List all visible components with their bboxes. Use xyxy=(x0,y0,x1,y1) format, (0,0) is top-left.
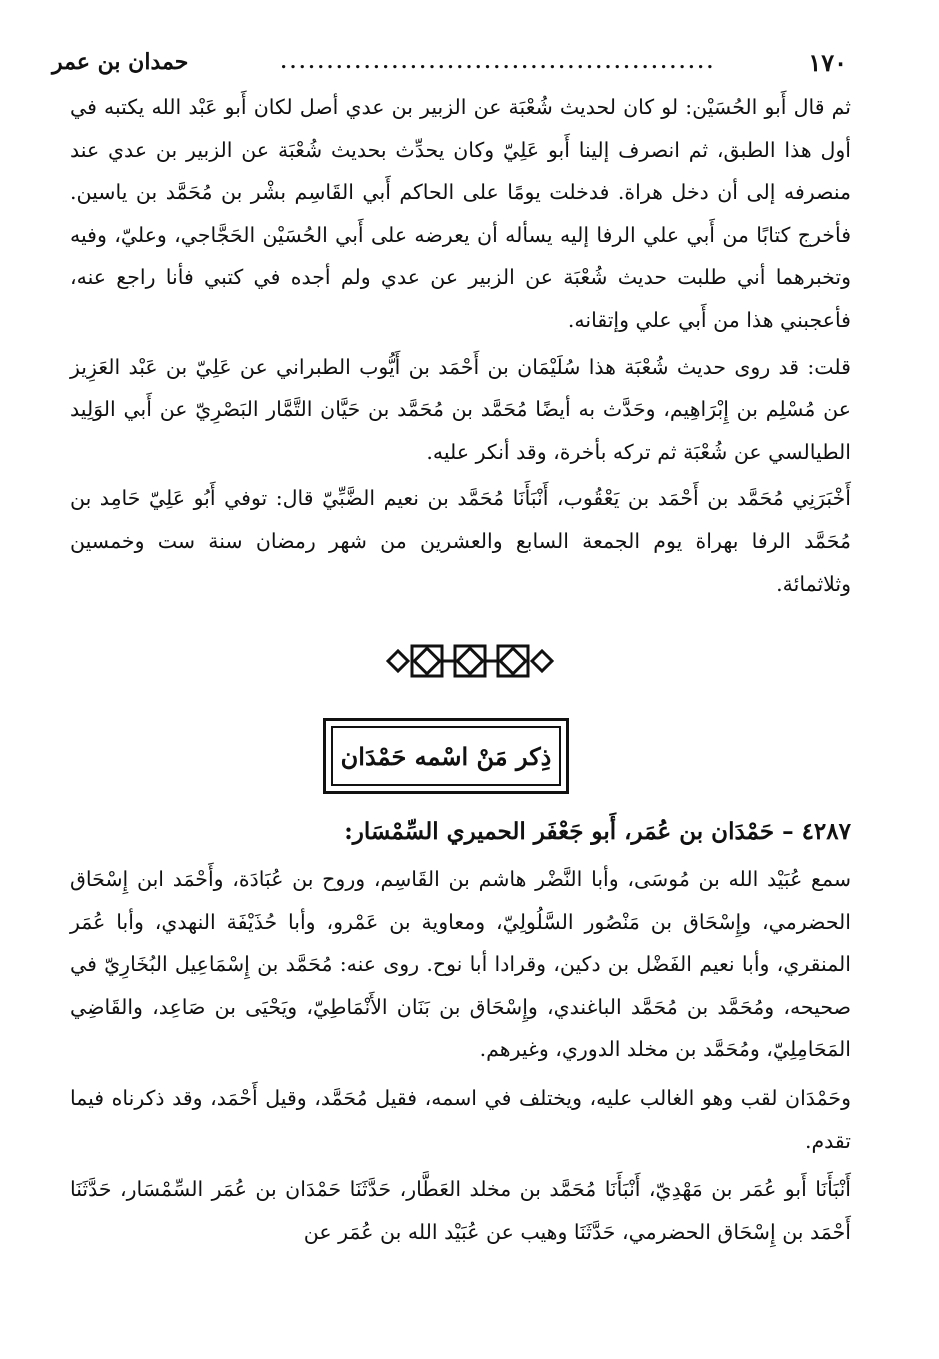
running-title: حمدان بن عمر xyxy=(52,49,189,75)
paragraph: سمع عُبَيْد الله بن مُوسَى، وأبا النَّضْر هاشم بن القَاسِم، وروح بن عُبَادَة، وأَحْمَد ابن إِسْحَاق الحضرمي، وإِسْحَاق بن مَنْصُور السَّلُولِيّ، ومعاوية بن عَمْرو، وأبا حُذَيْفَة النهدي، وأبا عُمَر المنقري، وأبا نعيم الفَضْل بن دكين، وقرادا أبا نوح. روى عنه: مُحَمَّد بن إِسْمَاعِيل البُخَارِيّ في صحيحه، ومُحَمَّد بن مُحَمَّد الباغندي، وإِسْحَاق بن بَنَان الأَنْمَاطِيّ، ويَحْيَى بن صَاعِد، والقَاضِي المَحَامِلِيّ، ومُحَمَّد بن مخلد الدوري، وغيرهم. xyxy=(70,867,851,1062)
section-heading-box xyxy=(323,718,573,798)
paragraph: وحَمْدَان لقب وهو الغالب عليه، ويختلف في اسمه، فقيل مُحَمَّد، وقيل أَحْمَد، وقد ذكرناه فيما تقدم. xyxy=(70,1085,851,1153)
body-text-bottom xyxy=(70,858,851,1253)
entry-number: ٤٢٨٧ xyxy=(801,818,851,845)
entry-dash: – xyxy=(782,818,794,845)
paragraph: ثم قال أَبو الحُسَيْن: لو كان لحديث شُعْبَة عن الزبير بن عدي أصل لكان أَبو عَبْد الله يكتبه في أول هذا الطبق، ثم انصرف إلينا أَبو عَلِيّ وكان يحدِّث بحديث شُعْبَة عن الزبير بن عدي عند منصرفه إلى أن دخل هراة. فدخلت يومًا على الحاكم أَبي القَاسِم بشْر بن مُحَمَّد بن ياسين. فأخرج كتابًا من أَبي علي الرفا إليه يسأله أن يعرضه على أَبي الحُسَيْن الحَجَّاجي، وعليّ، وفيه وتخبرهما أني طلبت حديث شُعْبَة عن الزبير عن عدي ولم أجده في كتبي فأنا راجع عنه، فأعجبني هذا من أَبي علي وإتقانه. xyxy=(70,95,851,332)
page-number: ١٧٠ xyxy=(808,47,847,77)
paragraph: أَنْبَأَنَا أَبو عُمَر بن مَهْدِيّ، أَنْبَأَنَا مُحَمَّد بن مخلد العَطَّار، حَدَّثَنَا حَمْدَان بن عُمَر السِّمْسَار، حَدَّثَنَا أَحْمَد بن إِسْحَاق الحضرمي، حَدَّثَنَا وهيب عن عُبَيْد الله بن عُمَر عن xyxy=(70,1177,851,1244)
paragraph: أَخْبَرَنِي مُحَمَّد بن أَحْمَد بن يَعْقُوب، أَنْبَأَنَا مُحَمَّد بن نعيم الضَّبِّيّ قال: توفي أَبُو عَلِيّ حَامِد بن مُحَمَّد الرفا بهراة يوم الجمعة السابع والعشرين من شهر رمضان سنة ست وخمسين وثلاثمائة. xyxy=(70,486,851,596)
page-header xyxy=(52,44,847,80)
decorative-ornament xyxy=(0,636,939,686)
paragraph: قلت: قد روى حديث شُعْبَة هذا سُلَيْمَان بن أَحْمَد بن أَيُّوب الطبراني عن عَلِيّ بن عَبْد العَزِيز عن مُسْلِم بن إِبْرَاهِيم، وحَدَّث به أيضًا مُحَمَّد بن مُحَمَّد بن حَيَّان التَّمَّار البَصْرِيّ عن أَبي الوَلِيد الطيالسي عن شُعْبَة ثم تركه بأخرة، وقد أنكر عليه. xyxy=(70,354,851,464)
entry-title: حَمْدَان بن عُمَر، أَبو جَعْفَر الحميري السِّمْسَار: xyxy=(344,818,775,845)
section-heading: ذِكر مَنْ اسْمه حَمْدَان xyxy=(331,726,561,786)
entry-heading xyxy=(70,810,851,854)
header-leader-dots: ............................................... xyxy=(280,51,717,73)
ornament-icon xyxy=(380,638,560,684)
body-text-top xyxy=(70,86,851,605)
